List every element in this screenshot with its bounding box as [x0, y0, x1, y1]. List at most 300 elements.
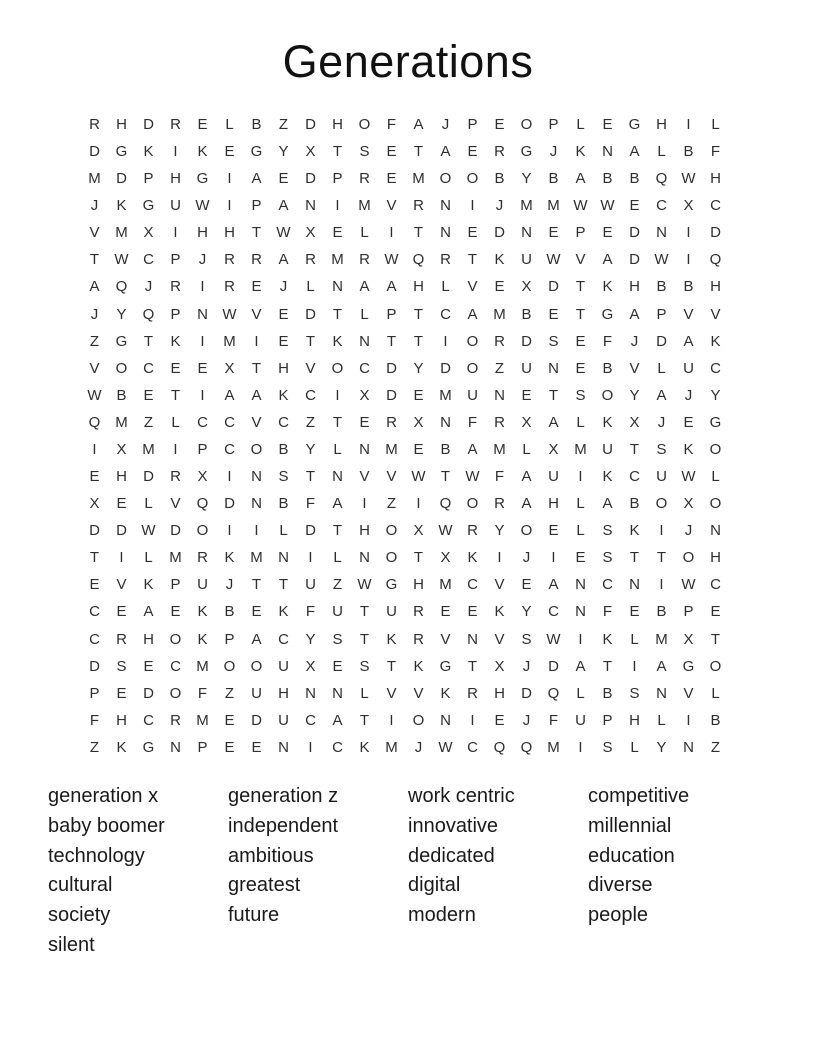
- grid-letter: E: [440, 603, 451, 621]
- grid-letter: D: [89, 143, 100, 161]
- grid-letter: A: [332, 711, 343, 729]
- word-list-item: millennial: [588, 814, 672, 837]
- grid-letter: R: [413, 197, 424, 215]
- grid-letter: C: [710, 576, 721, 594]
- grid-letter: K: [386, 630, 397, 648]
- grid-letter: B: [602, 684, 613, 702]
- grid-letter: V: [359, 468, 370, 486]
- grid-letter: N: [656, 224, 667, 242]
- grid-letter: N: [683, 738, 694, 756]
- grid-letter: F: [305, 603, 316, 621]
- grid-letter: J: [225, 576, 234, 594]
- grid-letter: D: [629, 251, 640, 269]
- grid-letter: E: [143, 657, 154, 675]
- grid-row: [81, 246, 729, 273]
- grid-letter: I: [254, 522, 259, 540]
- grid-letter: E: [332, 224, 343, 242]
- grid-letter: C: [602, 576, 613, 594]
- grid-letter: N: [278, 738, 289, 756]
- grid-letter: C: [548, 603, 559, 621]
- grid-letter: M: [250, 549, 263, 567]
- grid-letter: P: [170, 576, 181, 594]
- grid-letter: H: [332, 116, 343, 134]
- grid-letter: L: [711, 116, 720, 134]
- grid-letter: M: [385, 440, 398, 458]
- grid-letter: C: [278, 630, 289, 648]
- grid-letter: W: [681, 170, 696, 188]
- grid-letter: S: [656, 440, 667, 458]
- grid-letter: V: [116, 576, 127, 594]
- grid-letter: Z: [89, 332, 100, 350]
- grid-letter: Z: [278, 116, 289, 134]
- word-list-item: technology: [48, 844, 145, 867]
- grid-letter: X: [305, 657, 316, 675]
- grid-letter: K: [278, 386, 289, 404]
- grid-letter: A: [629, 305, 640, 323]
- grid-letter: I: [254, 332, 259, 350]
- grid-letter: C: [656, 197, 667, 215]
- grid-letter: E: [386, 143, 397, 161]
- grid-letter: V: [710, 305, 721, 323]
- grid-letter: D: [440, 359, 451, 377]
- grid-letter: F: [602, 332, 613, 350]
- grid-letter: A: [521, 495, 532, 513]
- grid-letter: R: [440, 251, 451, 269]
- grid-letter: I: [200, 278, 205, 296]
- grid-letter: T: [332, 305, 343, 323]
- grid-letter: J: [522, 549, 531, 567]
- grid-letter: O: [682, 549, 695, 567]
- grid-letter: S: [116, 657, 127, 675]
- grid-letter: M: [115, 224, 128, 242]
- grid-row: [81, 219, 729, 246]
- grid-letter: R: [467, 684, 478, 702]
- grid-row: [81, 517, 729, 544]
- grid-letter: R: [116, 630, 127, 648]
- grid-letter: E: [89, 468, 100, 486]
- grid-letter: C: [710, 359, 721, 377]
- grid-letter: V: [440, 630, 451, 648]
- grid-letter: F: [467, 413, 478, 431]
- grid-letter: M: [493, 440, 506, 458]
- grid-letter: T: [386, 332, 397, 350]
- grid-letter: O: [466, 332, 479, 350]
- grid-letter: X: [143, 224, 154, 242]
- grid-letter: C: [170, 657, 181, 675]
- grid-letter: E: [116, 684, 127, 702]
- grid-letter: E: [251, 603, 262, 621]
- grid-letter: I: [308, 738, 313, 756]
- grid-letter: E: [224, 143, 235, 161]
- grid-letter: T: [413, 143, 424, 161]
- grid-letter: D: [710, 224, 721, 242]
- word-list-item: ambitious: [228, 844, 314, 867]
- grid-letter: L: [171, 413, 180, 431]
- grid-letter: O: [709, 440, 722, 458]
- grid-letter: D: [305, 170, 316, 188]
- grid-letter: B: [548, 170, 559, 188]
- grid-letter: N: [548, 359, 559, 377]
- grid-letter: E: [602, 116, 613, 134]
- grid-letter: P: [170, 251, 181, 269]
- grid-letter: O: [466, 495, 479, 513]
- grid-row: [81, 734, 729, 761]
- grid-letter: A: [89, 278, 100, 296]
- grid-letter: N: [359, 549, 370, 567]
- grid-letter: J: [90, 197, 99, 215]
- grid-letter: W: [411, 468, 426, 486]
- grid-letter: R: [197, 549, 208, 567]
- grid-letter: M: [439, 576, 452, 594]
- grid-letter: E: [629, 603, 640, 621]
- grid-letter: J: [630, 332, 639, 350]
- grid-letter: T: [332, 143, 343, 161]
- grid-letter: X: [413, 413, 424, 431]
- grid-letter: H: [197, 224, 208, 242]
- grid-letter: O: [466, 359, 479, 377]
- grid-row: [81, 571, 729, 598]
- grid-letter: T: [251, 359, 262, 377]
- grid-letter: C: [467, 576, 478, 594]
- grid-letter: K: [197, 630, 208, 648]
- grid-letter: W: [438, 738, 453, 756]
- grid-letter: C: [143, 359, 154, 377]
- grid-letter: H: [656, 116, 667, 134]
- grid-letter: T: [548, 386, 559, 404]
- word-list-item: diverse: [588, 874, 653, 897]
- grid-letter: J: [684, 386, 693, 404]
- grid-letter: P: [386, 305, 397, 323]
- grid-letter: Y: [413, 359, 424, 377]
- grid-letter: C: [710, 197, 721, 215]
- grid-letter: O: [331, 359, 344, 377]
- grid-letter: J: [198, 251, 207, 269]
- grid-letter: H: [143, 630, 154, 648]
- grid-letter: Z: [305, 413, 316, 431]
- grid-letter: N: [575, 576, 586, 594]
- grid-letter: K: [359, 738, 370, 756]
- grid-letter: G: [709, 413, 722, 431]
- grid-letter: I: [227, 468, 232, 486]
- grid-letter: J: [522, 711, 531, 729]
- grid-letter: T: [89, 549, 100, 567]
- grid-letter: N: [305, 197, 316, 215]
- grid-letter: H: [710, 278, 721, 296]
- grid-letter: T: [170, 386, 181, 404]
- grid-letter: E: [359, 413, 370, 431]
- grid-letter: I: [173, 224, 178, 242]
- grid-letter: A: [251, 630, 262, 648]
- grid-letter: P: [575, 224, 586, 242]
- grid-letter: X: [197, 468, 208, 486]
- grid-letter: X: [629, 413, 640, 431]
- grid-letter: E: [710, 603, 721, 621]
- grid-letter: W: [654, 251, 669, 269]
- grid-letter: A: [548, 576, 559, 594]
- grid-letter: K: [629, 522, 640, 540]
- grid-letter: L: [711, 684, 720, 702]
- grid-letter: C: [224, 440, 235, 458]
- grid-letter: R: [224, 251, 235, 269]
- grid-letter: H: [629, 278, 640, 296]
- grid-letter: U: [467, 386, 478, 404]
- grid-letter: U: [278, 657, 289, 675]
- grid-letter: K: [710, 332, 721, 350]
- grid-letter: X: [413, 522, 424, 540]
- grid-letter: W: [114, 251, 129, 269]
- grid-letter: R: [413, 630, 424, 648]
- grid-letter: J: [522, 657, 531, 675]
- grid-letter: P: [602, 711, 613, 729]
- grid-letter: I: [173, 440, 178, 458]
- grid-letter: T: [602, 657, 613, 675]
- grid-letter: B: [251, 116, 262, 134]
- grid-letter: W: [141, 522, 156, 540]
- grid-row: [81, 273, 729, 300]
- grid-letter: D: [629, 224, 640, 242]
- word-list-item: greatest: [228, 874, 301, 897]
- grid-letter: B: [629, 170, 640, 188]
- grid-letter: A: [440, 143, 451, 161]
- grid-letter: M: [196, 711, 209, 729]
- grid-letter: M: [547, 738, 560, 756]
- grid-letter: S: [359, 143, 370, 161]
- grid-letter: R: [224, 278, 235, 296]
- grid-row: [81, 138, 729, 165]
- grid-letter: W: [600, 197, 615, 215]
- grid-row: [81, 192, 729, 219]
- grid-letter: F: [710, 143, 721, 161]
- grid-letter: X: [359, 386, 370, 404]
- grid-letter: J: [495, 197, 504, 215]
- grid-letter: O: [709, 495, 722, 513]
- grid-letter: I: [686, 711, 691, 729]
- grid-letter: V: [386, 197, 397, 215]
- grid-letter: C: [629, 468, 640, 486]
- grid-letter: N: [467, 630, 478, 648]
- grid-letter: L: [360, 224, 369, 242]
- grid-letter: K: [197, 143, 208, 161]
- grid-letter: V: [467, 278, 478, 296]
- grid-letter: Y: [521, 170, 532, 188]
- grid-letter: G: [601, 305, 614, 323]
- grid-letter: E: [548, 224, 559, 242]
- grid-letter: N: [332, 684, 343, 702]
- grid-letter: S: [359, 657, 370, 675]
- grid-letter: T: [332, 413, 343, 431]
- grid-letter: K: [494, 251, 505, 269]
- grid-letter: G: [520, 143, 533, 161]
- grid-letter: Z: [332, 576, 343, 594]
- grid-letter: B: [602, 359, 613, 377]
- grid-letter: H: [116, 116, 127, 134]
- grid-row: [81, 680, 729, 707]
- grid-letter: X: [683, 495, 694, 513]
- grid-letter: B: [683, 278, 694, 296]
- grid-letter: I: [92, 440, 97, 458]
- grid-row: [81, 436, 729, 463]
- grid-letter: W: [438, 522, 453, 540]
- grid-letter: A: [224, 386, 235, 404]
- grid-letter: M: [655, 630, 668, 648]
- grid-letter: L: [306, 278, 315, 296]
- grid-letter: K: [602, 468, 613, 486]
- grid-letter: N: [251, 495, 262, 513]
- grid-letter: N: [440, 413, 451, 431]
- grid-letter: B: [629, 495, 640, 513]
- grid-letter: A: [602, 495, 613, 513]
- grid-letter: K: [170, 332, 181, 350]
- grid-letter: I: [227, 197, 232, 215]
- grid-letter: T: [629, 440, 640, 458]
- grid-letter: T: [251, 576, 262, 594]
- grid-letter: D: [116, 170, 127, 188]
- grid-letter: I: [551, 549, 556, 567]
- grid-letter: G: [250, 143, 263, 161]
- grid-letter: N: [332, 278, 343, 296]
- grid-letter: N: [278, 549, 289, 567]
- grid-letter: A: [386, 278, 397, 296]
- grid-letter: L: [657, 359, 666, 377]
- grid-letter: X: [494, 657, 505, 675]
- grid-letter: Q: [115, 278, 128, 296]
- grid-letter: Z: [386, 495, 397, 513]
- grid-letter: E: [467, 603, 478, 621]
- grid-letter: B: [494, 170, 505, 188]
- grid-letter: E: [116, 495, 127, 513]
- grid-letter: T: [413, 332, 424, 350]
- grid-letter: O: [250, 657, 263, 675]
- grid-letter: T: [143, 332, 154, 350]
- grid-letter: V: [575, 251, 586, 269]
- grid-letter: Y: [656, 738, 667, 756]
- grid-letter: U: [386, 603, 397, 621]
- grid-letter: T: [359, 603, 370, 621]
- grid-letter: R: [170, 116, 181, 134]
- grid-letter: Y: [629, 386, 640, 404]
- grid-letter: K: [116, 197, 127, 215]
- grid-letter: U: [332, 603, 343, 621]
- grid-letter: K: [602, 278, 613, 296]
- grid-letter: O: [169, 684, 182, 702]
- grid-letter: P: [251, 197, 262, 215]
- grid-letter: R: [359, 251, 370, 269]
- grid-letter: A: [629, 143, 640, 161]
- grid-letter: C: [305, 711, 316, 729]
- grid-letter: Z: [143, 413, 154, 431]
- grid-letter: S: [602, 738, 613, 756]
- grid-letter: M: [358, 197, 371, 215]
- grid-letter: O: [196, 522, 209, 540]
- grid-letter: E: [332, 657, 343, 675]
- grid-letter: I: [227, 170, 232, 188]
- grid-letter: K: [602, 413, 613, 431]
- grid-row: [81, 301, 729, 328]
- grid-letter: C: [143, 711, 154, 729]
- word-list-item: independent: [228, 814, 339, 837]
- grid-letter: M: [385, 738, 398, 756]
- grid-letter: W: [546, 630, 561, 648]
- grid-letter: B: [278, 440, 289, 458]
- grid-letter: V: [494, 630, 505, 648]
- grid-letter: I: [659, 576, 664, 594]
- grid-letter: E: [170, 603, 181, 621]
- grid-letter: V: [683, 305, 694, 323]
- grid-letter: X: [89, 495, 100, 513]
- grid-letter: L: [576, 116, 585, 134]
- grid-letter: K: [683, 440, 694, 458]
- grid-letter: I: [686, 116, 691, 134]
- grid-letter: Q: [412, 251, 425, 269]
- grid-letter: S: [548, 332, 559, 350]
- grid-row: [81, 328, 729, 355]
- grid-letter: E: [413, 440, 424, 458]
- grid-letter: L: [279, 522, 288, 540]
- grid-letter: J: [657, 413, 666, 431]
- grid-letter: M: [574, 440, 587, 458]
- grid-letter: D: [386, 386, 397, 404]
- grid-letter: R: [494, 143, 505, 161]
- grid-letter: K: [224, 549, 235, 567]
- grid-letter: C: [143, 251, 154, 269]
- grid-letter: Z: [710, 738, 721, 756]
- grid-letter: C: [359, 359, 370, 377]
- grid-letter: R: [413, 603, 424, 621]
- grid-letter: N: [251, 468, 262, 486]
- grid-letter: W: [222, 305, 237, 323]
- grid-letter: T: [656, 549, 667, 567]
- grid-letter: E: [224, 738, 235, 756]
- grid-letter: C: [467, 738, 478, 756]
- grid-letter: I: [578, 468, 583, 486]
- grid-letter: T: [359, 711, 370, 729]
- grid-letter: W: [87, 386, 102, 404]
- grid-letter: H: [359, 522, 370, 540]
- grid-letter: B: [440, 440, 451, 458]
- grid-letter: I: [173, 143, 178, 161]
- grid-row: [81, 544, 729, 571]
- grid-letter: I: [227, 522, 232, 540]
- grid-letter: L: [360, 684, 369, 702]
- grid-letter: N: [305, 684, 316, 702]
- grid-letter: N: [359, 440, 370, 458]
- grid-letter: I: [416, 495, 421, 513]
- grid-letter: F: [305, 495, 316, 513]
- grid-letter: E: [683, 413, 694, 431]
- word-list-item: silent: [48, 933, 95, 956]
- grid-letter: H: [224, 224, 235, 242]
- grid-letter: D: [305, 116, 316, 134]
- grid-letter: X: [521, 413, 532, 431]
- grid-letter: Y: [305, 630, 316, 648]
- grid-letter: I: [659, 522, 664, 540]
- grid-letter: L: [657, 143, 666, 161]
- grid-letter: M: [439, 386, 452, 404]
- grid-letter: A: [278, 197, 289, 215]
- grid-letter: D: [548, 657, 559, 675]
- grid-letter: O: [439, 170, 452, 188]
- grid-letter: H: [548, 495, 559, 513]
- grid-letter: C: [278, 413, 289, 431]
- grid-letter: H: [629, 711, 640, 729]
- grid-letter: E: [89, 576, 100, 594]
- grid-letter: H: [278, 684, 289, 702]
- grid-letter: N: [332, 468, 343, 486]
- grid-letter: O: [358, 116, 371, 134]
- grid-letter: E: [116, 603, 127, 621]
- grid-letter: H: [710, 549, 721, 567]
- grid-letter: W: [546, 251, 561, 269]
